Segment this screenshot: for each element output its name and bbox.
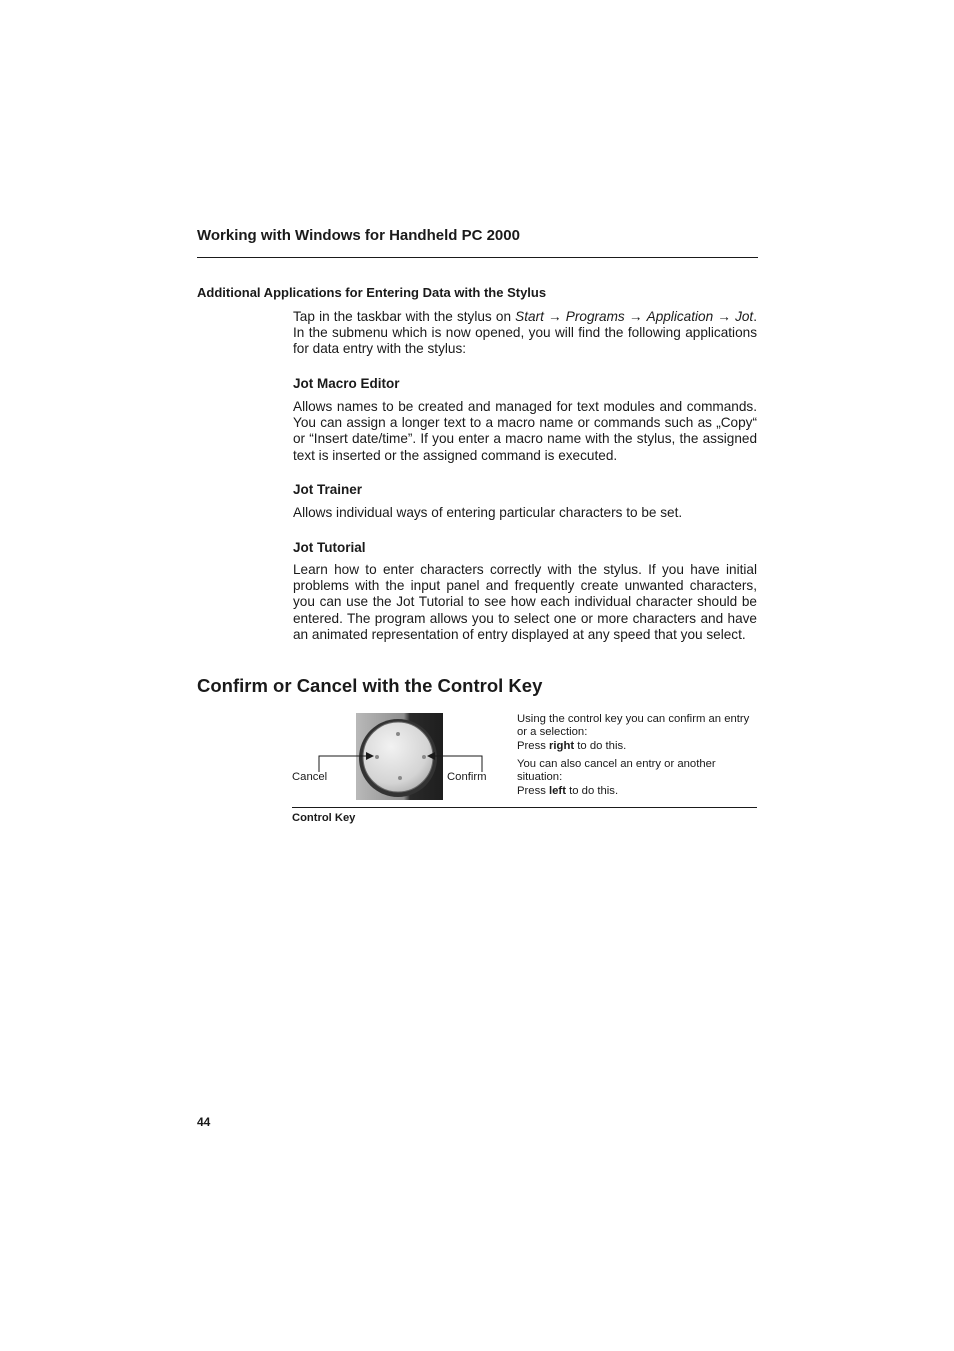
header-rule bbox=[197, 257, 758, 258]
cancel-description bbox=[517, 758, 757, 798]
running-header: Working with Windows for Handheld PC 2000 bbox=[197, 227, 520, 244]
confirm-press-line bbox=[517, 740, 757, 753]
arrow-2: → bbox=[628, 309, 643, 324]
intro-suffix: . In the submenu which is now opened, you will find the following applications for data entry with the stylus: bbox=[293, 309, 757, 357]
control-key-figure bbox=[290, 710, 500, 802]
figure-caption: Control Key bbox=[292, 812, 356, 824]
item-title-trainer: Jot Trainer bbox=[293, 482, 363, 497]
down-dot bbox=[398, 776, 402, 780]
item-text-tutorial: Learn how to enter characters correctly with the stylus. If you have initial problems with the input panel and frequently create unwanted characters, you can use the Jot Tutorial to see how each individual character should be entered. The program allows you to select one or more characters and have an animated representation of entry displayed at any speed that you select. bbox=[293, 562, 757, 642]
arrow-3: → bbox=[717, 309, 731, 324]
intro-paragraph bbox=[293, 309, 757, 358]
cancel-label: Cancel bbox=[292, 771, 328, 783]
item-text-macro-editor: Allows names to be created and managed for text modules and commands. You can assign a longer text to a macro name or commands such as „Copy“ or “Insert date/time”. If you enter a macro name with the stylus, the assigned text is inserted or the assigned command is executed. bbox=[293, 399, 757, 463]
arrow-1: → bbox=[548, 309, 562, 324]
up-dot bbox=[396, 732, 400, 736]
confirm-description bbox=[517, 713, 757, 753]
cancel-press-line bbox=[517, 785, 757, 798]
press1-prefix: Press bbox=[517, 739, 550, 752]
menu-jot: Jot bbox=[735, 309, 754, 324]
item-title-macro-editor: Jot Macro Editor bbox=[293, 376, 400, 391]
section-heading: Additional Applications for Entering Data with the Stylus bbox=[197, 285, 547, 300]
press2-prefix: Press bbox=[517, 784, 550, 797]
key-left: left bbox=[549, 784, 566, 797]
page-number: 44 bbox=[197, 1115, 211, 1129]
menu-application: Application bbox=[646, 309, 714, 324]
right-dot bbox=[422, 755, 426, 759]
press2-suffix: to do this. bbox=[565, 784, 619, 797]
left-dot bbox=[375, 755, 379, 759]
caption-rule bbox=[292, 807, 757, 808]
key-right: right bbox=[549, 739, 575, 752]
press1-suffix: to do this. bbox=[574, 739, 627, 752]
item-title-tutorial: Jot Tutorial bbox=[293, 540, 366, 555]
item-text-trainer: Allows individual ways of entering particular characters to be set. bbox=[293, 505, 683, 520]
confirm-label: Confirm bbox=[447, 771, 487, 783]
intro-prefix: Tap in the taskbar with the stylus on bbox=[293, 309, 516, 324]
control-key-heading: Confirm or Cancel with the Control Key bbox=[197, 675, 543, 696]
menu-start: Start bbox=[515, 309, 544, 324]
menu-programs: Programs bbox=[565, 309, 625, 324]
cancel-desc-text: You can also cancel an entry or another situation: bbox=[517, 758, 716, 784]
confirm-desc-text: Using the control key you can confirm an entry or a selection: bbox=[517, 713, 750, 739]
